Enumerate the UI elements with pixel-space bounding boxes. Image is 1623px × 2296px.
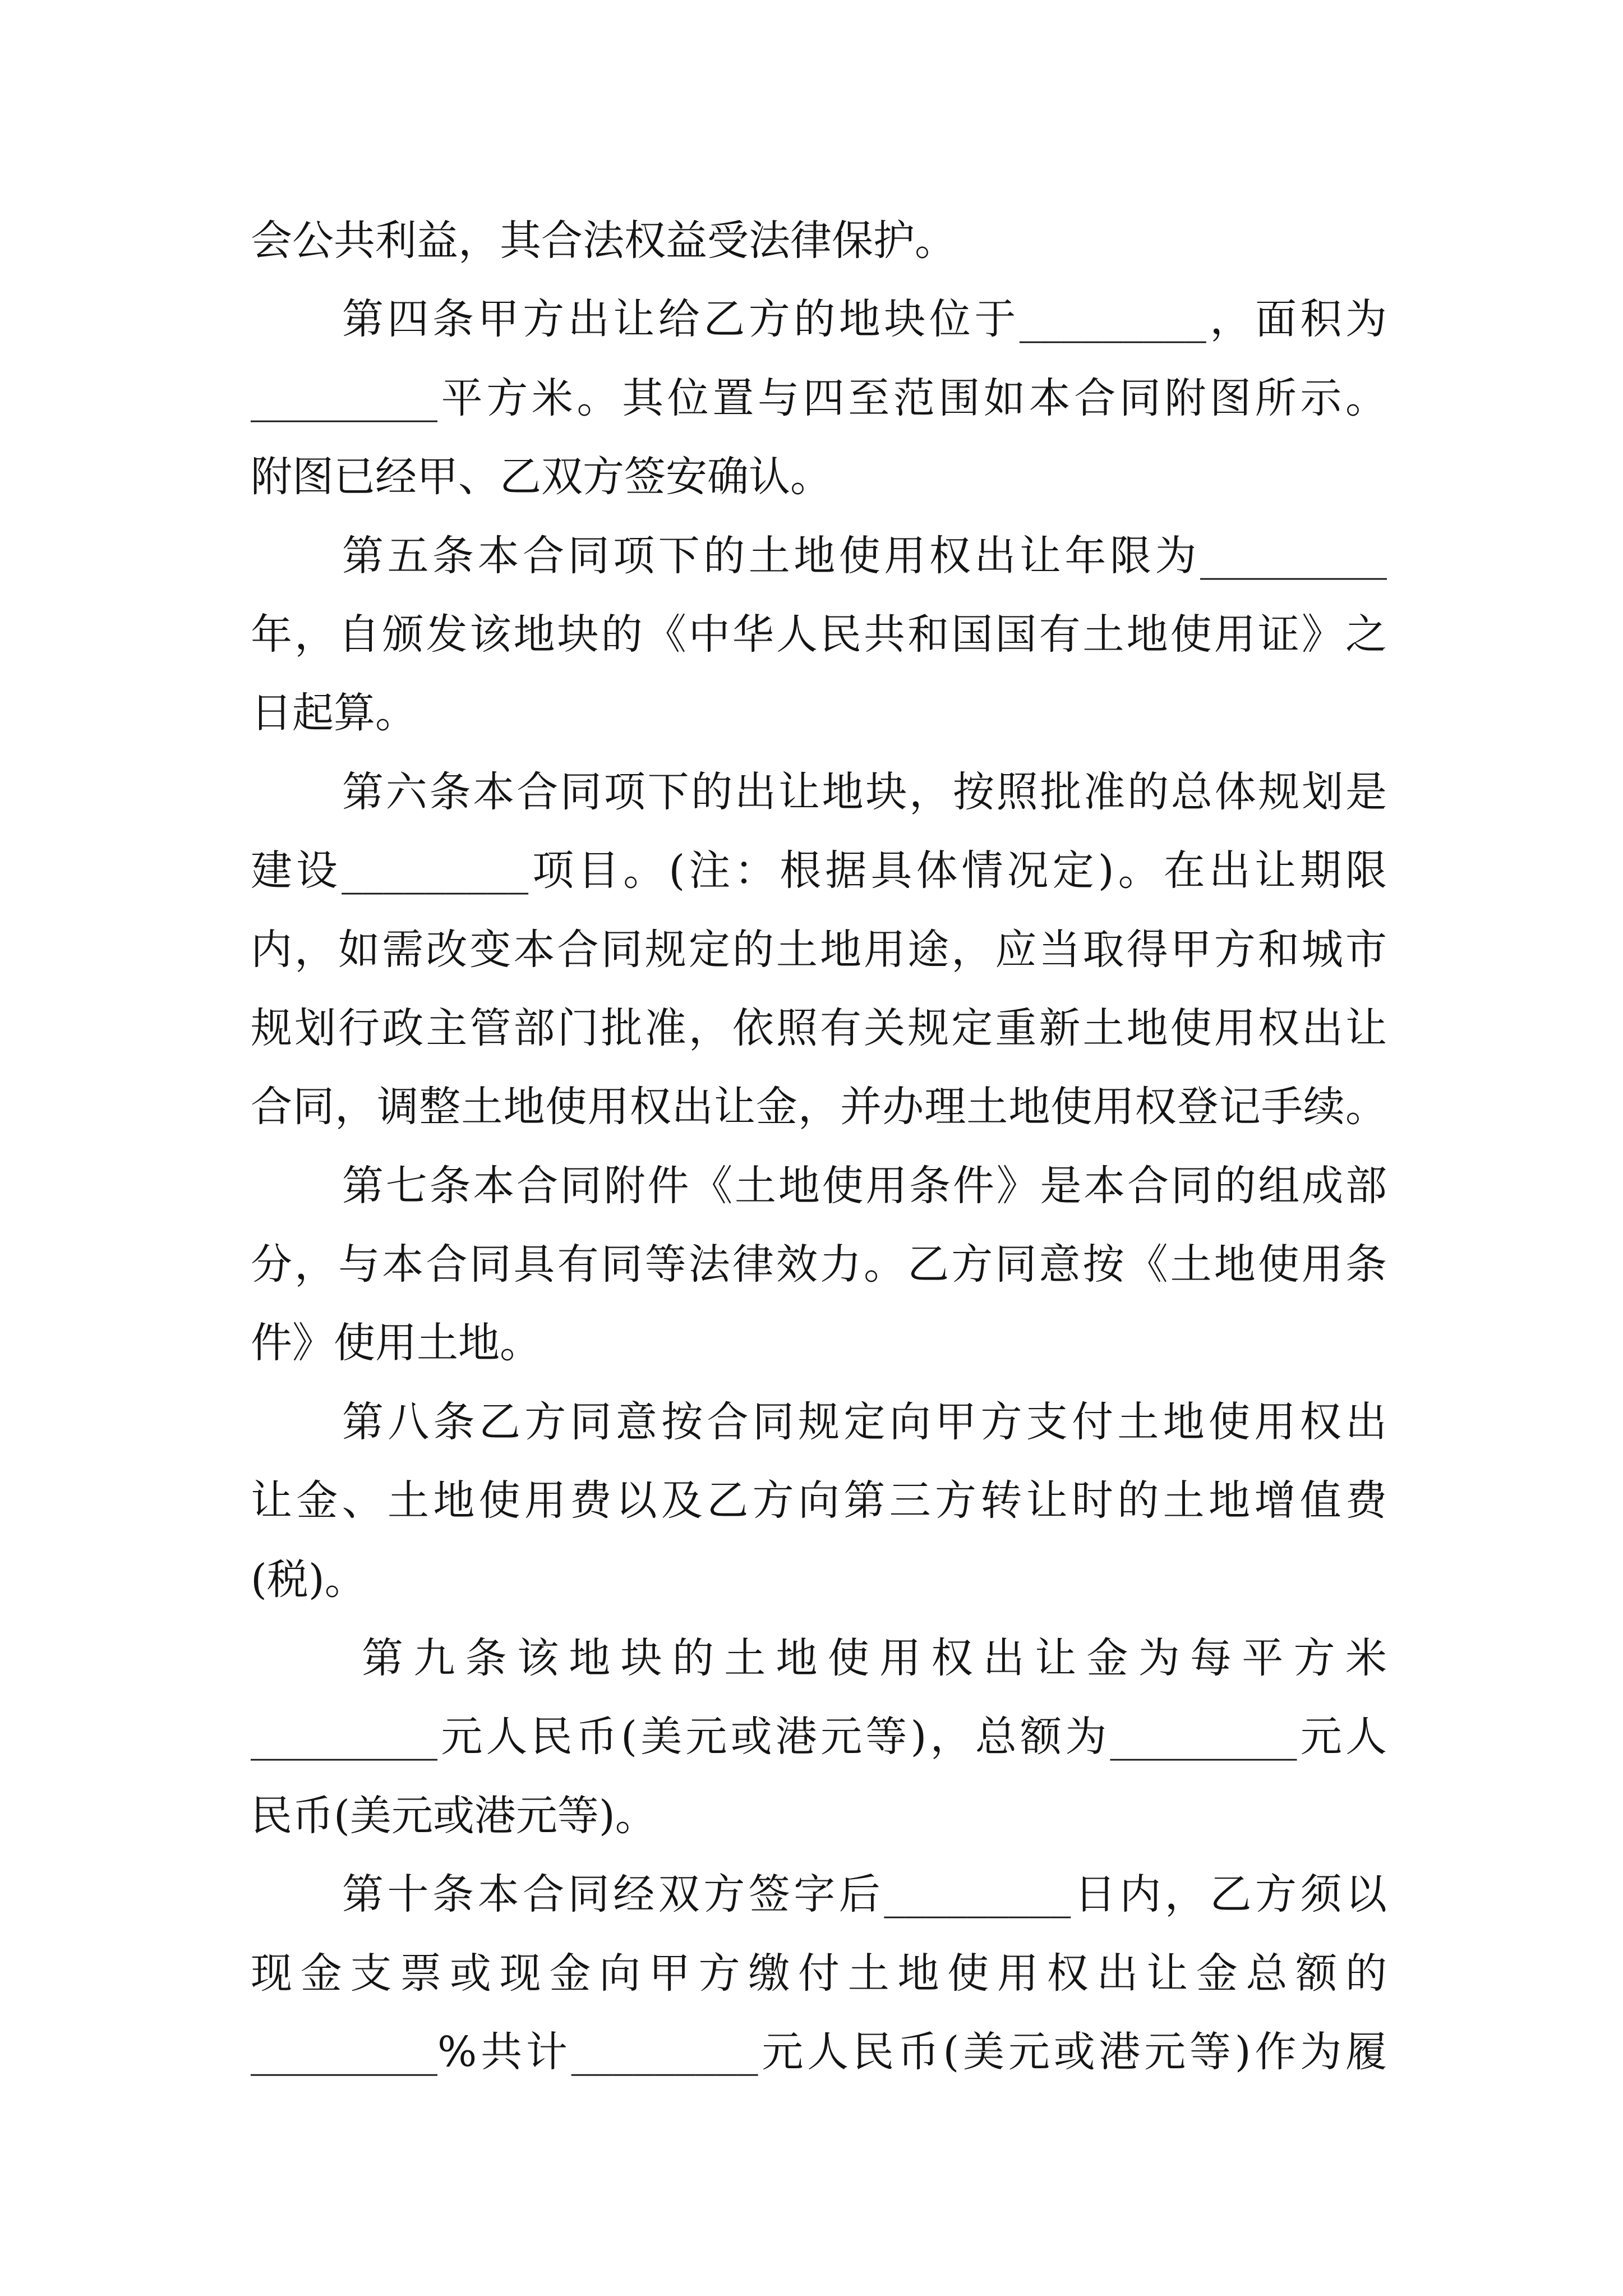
text-line: 日起算。 (251, 689, 417, 738)
text-line: 建设_________项目。(注：根据具体情况定)。在出让期限 (251, 846, 1387, 895)
text-line: 第七条本合同附件《土地使用条件》是本合同的组成部 (342, 1161, 1387, 1210)
contract-text-body (251, 201, 1387, 2091)
text-line: 规划行政主管部门批准，依照有关规定重新土地使用权出让 (251, 1004, 1387, 1052)
text-line: 年，自颁发该地块的《中华人民共和国国有土地使用证》之 (251, 610, 1387, 659)
text-line: 附图已经甲、乙双方签安确认。 (251, 453, 832, 501)
text-line: 现金支票或现金向甲方缴付土地使用权出让金总额的 (251, 1949, 1387, 1998)
text-line: 第五条本合同项下的土地使用权出让年限为_________ (342, 531, 1387, 580)
text-line: 分，与本合同具有同等法律效力。乙方同意按《土地使用条 (251, 1240, 1387, 1289)
clause-6-paragraph (251, 753, 1387, 1147)
text-line: 第八条乙方同意按合同规定向甲方支付土地使用权出 (342, 1397, 1387, 1446)
text-line: 内，如需改变本合同规定的土地用途，应当取得甲方和城市 (251, 925, 1387, 974)
text-line: 件》使用土地。 (251, 1319, 541, 1368)
clause-9-paragraph (251, 1619, 1387, 1855)
text-line: 民币(美元或港元等)。 (251, 1791, 657, 1840)
clause-5-paragraph (251, 517, 1387, 753)
clause-7-paragraph (251, 1147, 1387, 1383)
clause-8-paragraph (251, 1383, 1387, 1619)
clause-4-paragraph (251, 280, 1387, 516)
clause-3-continuation-paragraph (251, 201, 1387, 280)
text-line: 让金、土地使用费以及乙方向第三方转让时的土地增值费 (251, 1476, 1387, 1525)
text-line: _________元人民币(美元或港元等)，总额为_________元人 (251, 1713, 1387, 1761)
text-line: 第十条本合同经双方签字后_________日内，乙方须以 (342, 1870, 1387, 1919)
text-line: (税)。 (251, 1555, 366, 1604)
clause-10-paragraph (251, 1855, 1387, 2091)
text-line: 会公共利益，其合法权益受法律保护。 (251, 217, 956, 265)
text-line: 第六条本合同项下的出让地块，按照批准的总体规划是 (342, 767, 1387, 816)
text-line: 合同，调整土地使用权出让金，并办理土地使用权登记手续。 (251, 1083, 1387, 1131)
text-line: 第九条该地块的土地使用权出让金为每平方米 (362, 1634, 1387, 1683)
text-line: _________%共计_________元人民币(美元或港元等)作为履 (251, 2027, 1387, 2076)
text-line: _________平方米。其位置与四至范围如本合同附图所示。 (251, 374, 1387, 422)
text-line: 第四条甲方出让给乙方的地块位于_________，面积为 (342, 295, 1387, 344)
